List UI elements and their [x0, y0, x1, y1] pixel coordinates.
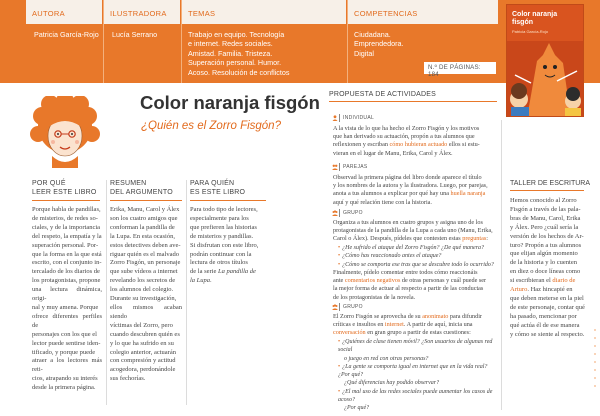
- person-icon: [332, 115, 338, 121]
- text-line: revelando los secretos de: [110, 277, 176, 285]
- text-line: vieran en el lugar de Manu, Erika, Carol y Álex.: [333, 149, 453, 157]
- text-line: podrán continuar con la: [190, 250, 252, 258]
- group-icon: [332, 210, 338, 216]
- text-line: y los nombres de la autora y la ilustradora. Luego, por parejas,: [333, 182, 488, 190]
- individual-text: [333, 125, 495, 158]
- resumen-text: [110, 206, 182, 384]
- grupo2-text: [333, 313, 495, 338]
- competencias-line: Digital: [354, 48, 374, 58]
- heading-line: RESUMEN: [110, 180, 147, 187]
- text-line: que han derivado su actuación, propón a tus alumnos que: [333, 133, 475, 141]
- heading-rule: [329, 101, 497, 102]
- text-line: estos detectives deben ave-: [110, 241, 181, 249]
- text-fragment: . Haz hincapié en: [527, 286, 573, 294]
- column-divider: [501, 120, 502, 410]
- text-line: anota a tus alumnos a explicar por qué hay una huella naranja: [333, 190, 486, 198]
- text-line: víctimas del Zorro, pero: [110, 321, 173, 329]
- heading-rule: [110, 200, 182, 201]
- taller-text: [510, 197, 586, 340]
- text-line: ciales, y de la importancia: [32, 223, 101, 231]
- text-line: de los protagonistas de la novela.: [333, 293, 416, 301]
- highlight: internet: [384, 321, 404, 329]
- highlight: huella naranja: [450, 190, 486, 198]
- text-line: desde la primera página.: [32, 384, 96, 392]
- text-fragment: ¿Por qué?: [344, 405, 370, 412]
- list-item: • ¿He sufrido el ataque del Zorro Fisgón? ¿De qué manera?: [338, 244, 494, 252]
- text-fragment: si escribieran el: [510, 277, 553, 285]
- text-line: que elijan algún momento: [510, 250, 578, 258]
- para-quien-text: [190, 206, 268, 286]
- header-autora: [26, 0, 102, 83]
- highlight: diario de: [552, 277, 576, 285]
- text-fragment: de la serie: [190, 268, 218, 276]
- text-line: El Zorro Fisgón se aprovecha de su anonimato para difundir: [333, 313, 482, 320]
- text-line: tificado, y porque puede: [32, 348, 96, 356]
- text-line: cios, atrapando su interés: [32, 375, 98, 383]
- text-line: la mejor forma de actuar al respecto a partir de las conductas: [333, 285, 484, 293]
- text-line: tercalado de los diarios de: [32, 268, 100, 276]
- header-temas: [182, 0, 346, 83]
- list-item: • ¿Quiénes de clase tienen móvil? ¿Son usuarios de algunas red social: [338, 338, 494, 355]
- heading-line: DEL ARGUMENTO: [110, 188, 173, 196]
- grupo2-questions: [338, 338, 494, 413]
- text-line: son los cuatro amigos que: [110, 214, 178, 222]
- text-line: escrito, con el conjunto in-: [32, 259, 102, 267]
- text-line: Fisgón a través de las pala-: [510, 205, 581, 213]
- proposal-heading: PROPUESTA DE ACTIVIDADES: [329, 91, 436, 98]
- temas-label: TEMAS: [182, 0, 346, 24]
- text-line: A la vista de lo que ha hecho el Zorro Fisgón y los motivos: [333, 125, 480, 132]
- text-line: reflexionen y escriban cómo hubieran actuado ellos si estu-: [333, 141, 480, 149]
- text-line: lectura de otros títulos: [190, 259, 248, 267]
- cover-title-line: fisgón: [512, 19, 533, 26]
- parejas-text: [333, 174, 495, 207]
- text-line: una lectura dinámica, origi-: [32, 286, 102, 303]
- temas-line: Superación personal. Humor.: [188, 58, 282, 68]
- text-line: personajes con los que el: [32, 330, 97, 338]
- text-line: lector puede sentirse iden-: [32, 339, 101, 347]
- header-ilustradora: [104, 0, 180, 83]
- text-line: ofrece diferentes perfiles de: [32, 312, 102, 329]
- highlight: preguntas: [462, 235, 487, 243]
- text-line: la Lupa. En esta ocasión,: [110, 232, 175, 240]
- cover-title-line: Color naranja: [512, 11, 558, 18]
- text-line: de misterios, de redes so-: [32, 214, 98, 222]
- text-line: Zorro Fisgón, un personaje: [110, 259, 181, 267]
- text-line: riguar quién es el malvado: [110, 250, 179, 258]
- text-line: versión de los hechos de Ar-: [510, 232, 584, 240]
- pages-count: N.º DE PÁGINAS: 184: [424, 62, 496, 74]
- heading-rule: [510, 190, 584, 191]
- text-line: especialmente para los: [190, 214, 249, 222]
- text-line: y cómo se siente al respecto.: [510, 330, 585, 338]
- edge-pattern-icon: [590, 120, 600, 416]
- book-cover: [506, 4, 584, 117]
- text-fragment: o juego en red con otras personas?: [344, 355, 429, 362]
- competencias-value: [354, 30, 404, 58]
- highlight: conversación: [333, 329, 366, 337]
- heading-line: LEER ESTE LIBRO: [32, 188, 97, 196]
- list-item: • ¿La gente se comporta igual en internet que en la vida real? ¿Por qué?: [338, 363, 494, 380]
- temas-line: e internet. Redes sociales.: [188, 39, 273, 49]
- text-line: de la historia y lo cuenten: [510, 259, 577, 267]
- temas-line: Acoso. Resolución de conflictos: [188, 67, 290, 77]
- text-line: de este personaje, contar qué: [510, 303, 585, 311]
- text-line: Finalmente, pídelo comentar entre todos cómo reaccionáis: [333, 269, 478, 276]
- text-line: qué actúa él de ese manera: [510, 321, 580, 329]
- grupo-tag: GRUPO: [339, 209, 366, 217]
- text-line: los alumnos del colegio.: [110, 286, 174, 294]
- text-line: conforman la pandilla de: [110, 223, 175, 231]
- text-fragment: .: [210, 277, 212, 285]
- competencias-line: Ciudadana.: [354, 30, 391, 39]
- text-line: acogedora, perdonándole: [110, 366, 176, 374]
- text-line: [510, 277, 586, 286]
- text-line: colegio anterior, actuarán: [110, 348, 176, 356]
- taller-heading: TALLER DE ESCRITURA: [510, 180, 590, 187]
- text-line: y Álex. Pero ¿cuál sería la: [510, 223, 579, 231]
- text-line: Durante su investigación,: [110, 295, 177, 303]
- page-title: Color naranja fisgón: [140, 92, 320, 113]
- text-line: Carol o Álex). Después, pídeles que contesten estas preguntas:: [333, 235, 489, 243]
- text-line: que deben meterse en la piel: [510, 294, 584, 302]
- author-portrait-icon: [30, 96, 100, 168]
- text-line: cuando descubren quién es: [110, 330, 180, 338]
- text-line: que sube vídeos a internet: [110, 268, 178, 276]
- cover-title: [512, 11, 557, 27]
- text-line: Porque habla de pandillas,: [32, 206, 101, 213]
- text-line: conversación en gran grupo a partir de estas cuestiones:: [333, 329, 471, 337]
- grupo1-text: [333, 219, 495, 244]
- column-divider: [106, 180, 107, 405]
- heading-line: ES ESTE LIBRO: [190, 188, 246, 196]
- grupo1-after-text: [333, 269, 495, 302]
- text-line: y lo que ha sufrido en su: [110, 339, 174, 347]
- grupo1-questions: [338, 244, 494, 269]
- text-line: ellos mismos acaban siendo: [110, 303, 182, 320]
- ilustradora-label: ILUSTRADORA: [104, 0, 180, 24]
- highlight: comentarios negativos: [344, 277, 401, 285]
- text-line: [190, 268, 268, 277]
- grupo-tag: GRUPO: [339, 303, 366, 311]
- text-line: del respeto, la empatía y la: [32, 232, 102, 240]
- text-line: Organiza a tus alumnos en cuatro grupos y asigna uno de los: [333, 219, 483, 226]
- pair-icon: [332, 164, 338, 170]
- por-que-text: [32, 206, 102, 393]
- individual-tag: INDIVIDUAL: [339, 114, 377, 122]
- series-title: la Lupa: [190, 277, 211, 285]
- series-title: La pandilla de: [217, 268, 256, 276]
- text-line: críticas e insultos en internet. A partir de aquí, inicia una: [333, 321, 473, 329]
- text-line: nal y muy amena. Porque: [32, 303, 99, 311]
- highlight: Arturo: [510, 286, 528, 294]
- text-line: Erika, Manu, Carol y Álex: [110, 206, 180, 213]
- text-line: ha pasado, mencionar por: [510, 312, 577, 320]
- text-line: [190, 277, 268, 286]
- temas-value: [188, 30, 289, 77]
- text-line: que la forma en la que está: [32, 250, 102, 258]
- text-line: Si disfrutan con este libro,: [190, 241, 259, 249]
- temas-line: Trabajo en equipo. Tecnología: [188, 30, 285, 39]
- text-line: sus fechorías.: [110, 375, 146, 383]
- group-icon: [332, 304, 338, 310]
- competencias-line: Emprendedora.: [354, 39, 404, 49]
- text-line: turo? Propón a tus alumnos: [510, 241, 582, 249]
- text-line: Observad la primera página del libro donde aparece el título: [333, 174, 482, 181]
- column-divider: [186, 180, 187, 405]
- text-fragment: ¿Qué diferencias hay podido observar?: [344, 380, 440, 387]
- text-line: aquí y qué relación tiene con la historia.: [333, 198, 432, 206]
- highlight: anonimato: [422, 313, 449, 320]
- text-line: Para todo tipo de lectores,: [190, 206, 258, 213]
- text-line: superación personal. Por-: [32, 241, 99, 249]
- text-line: [510, 286, 586, 295]
- heading-rule: [32, 200, 100, 201]
- text-line: en diez o doce líneas como: [510, 268, 581, 276]
- list-item: • ¿Cómo se comporta ese tras que se descubre todo lo ocurrido?: [338, 261, 494, 269]
- resumen-heading: [110, 180, 173, 197]
- text-line: atraer a los lectores más reti-: [32, 357, 102, 374]
- autora-value: Patricia García-Rojo: [34, 30, 99, 39]
- text-line: ante comentarios negativos de otras personas y cuál puede ser: [333, 277, 487, 285]
- text-line: Hemos conocido al Zorro: [510, 197, 577, 204]
- list-item-continuation: [338, 404, 494, 412]
- text-line: bras de Manu, Carol, Erika: [510, 214, 581, 222]
- para-quien-heading: [190, 180, 245, 197]
- list-item: • ¿El mal uso de las redes sociales puede aumentar los casos de acoso?: [338, 388, 494, 405]
- text-line: protagonistas de la pandilla de la Lupa a cada uno (Manu, Erika,: [333, 227, 493, 235]
- heading-line: POR QUÉ: [32, 180, 66, 187]
- heading-rule: [190, 200, 266, 201]
- text-line: con compresión y actitud: [110, 357, 176, 365]
- page-subtitle: ¿Quién es el Zorro Fisgón?: [141, 120, 281, 132]
- text-line: de misterios y pandillas.: [190, 232, 254, 240]
- text-line: que prefieren las historias: [190, 223, 257, 231]
- cover-illustration-icon: [507, 41, 584, 117]
- list-item: • ¿Cómo has reaccionado antes el ataque?: [338, 252, 494, 260]
- autora-label: AUTORA: [26, 0, 102, 24]
- highlight: cómo hubieran actuado: [389, 141, 448, 149]
- parejas-tag: PAREJAS: [339, 163, 371, 171]
- list-item-continuation: [338, 379, 494, 387]
- ilustradora-value: Lucía Serrano: [112, 30, 158, 39]
- temas-line: Amistad. Familia. Tristeza.: [188, 48, 273, 58]
- text-line: los protagonistas, propone: [32, 277, 101, 285]
- list-item-continuation: [338, 355, 494, 363]
- heading-line: PARA QUIÉN: [190, 180, 235, 187]
- por-que-heading: [32, 180, 96, 197]
- cover-author: Patricia García-Rojo: [512, 29, 549, 34]
- competencias-label: COMPETENCIAS: [348, 0, 498, 24]
